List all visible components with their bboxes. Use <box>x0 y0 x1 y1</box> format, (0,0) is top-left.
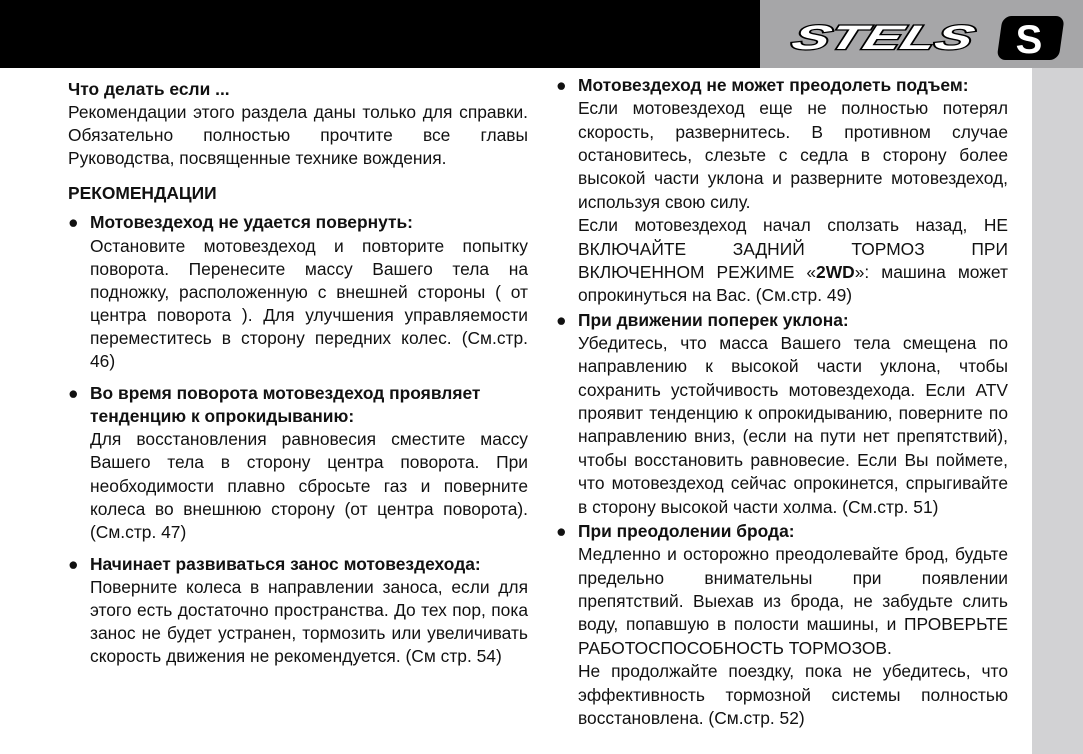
recommendation-item <box>68 553 528 668</box>
item-body: Убедитесь, что масса Вашего тела смещена по направлению к высокой части уклона, чтобы сохранить устойчивость мотовездехода. Если ATV проявит тенденцию к опрокидыванию, поверните по направлению вниз, (если на пути нет препятствий), чтобы восстановить равновесие. Если Вы поймете, что мотовездеход сейчас опрокинется, спрыгивайте в сторону высокой части холма. (См.стр. 51) <box>578 332 1008 517</box>
item-heading: При преодолении брода: <box>578 521 795 542</box>
bullet-icon: ● <box>68 383 79 404</box>
page-title: Что делать если ... <box>68 79 230 99</box>
item-body: Если мотовездеход еще не полностью потерял скорость, развернитесь. В противном случае остановитесь, слезьте с седла в сторону более высокой части уклона и разверните мотовездеход, используя свою силу. <box>578 98 1008 212</box>
item-warning: Если мотовездеход начал сползать назад, НЕ ВКЛЮЧАЙТЕ ЗАДНИЙ ТОРМОЗ ПРИ ВКЛЮЧЕННОМ РЕЖИМЕ «2WD»: машина может опрокинуться на Вас. (См.стр. 49) <box>578 215 1008 306</box>
item-body: Поверните колеса в направлении заноса, если для этого есть достаточно пространства. До тех пор, пока занос не будет устранен, тормозить или увеличивать скорость движения не рекомендуется. (См стр. 54) <box>90 576 528 667</box>
stels-logo <box>783 14 1073 62</box>
item-heading: Во время поворота мотовездеход проявляет тенденцию к опрокидыванию: <box>90 383 481 427</box>
item-body-continued: Не продолжайте поездку, пока не убедитесь, что эффективность тормозной системы полностью восстановлена. (См.стр. 52) <box>578 661 1008 729</box>
item-heading: Мотовездеход не может преодолеть подъем: <box>578 75 969 95</box>
recommendation-item <box>68 211 528 373</box>
recommendation-item <box>556 520 1008 730</box>
side-strip <box>1032 68 1083 754</box>
bullet-icon: ● <box>68 553 79 574</box>
item-heading: Мотовездеход не удается повернуть: <box>90 212 413 233</box>
item-heading: При движении поперек уклона: <box>578 309 849 330</box>
recommendation-item <box>556 74 1008 308</box>
recommendation-item <box>68 382 528 544</box>
left-column <box>68 78 528 677</box>
section-heading: РЕКОМЕНДАЦИИ <box>68 183 217 204</box>
header-bar <box>0 0 760 68</box>
mode-2wd: 2WD <box>816 261 855 282</box>
s-badge-icon <box>997 16 1065 62</box>
item-heading: Начинает развиваться занос мотовездехода: <box>90 553 481 574</box>
item-body: Остановите мотовездеход и повторите попытку поворота. Перенесите массу Вашего тела на подножку, расположенную с внешней стороны ( от центра поворота ). Для улучшения управляемости переместитесь в сторону передних колес. (См.стр. 46) <box>90 235 528 372</box>
stels-wordmark-icon <box>787 19 979 57</box>
svg-text:STELS: STELS <box>787 18 909 57</box>
recommendation-item <box>556 309 1008 519</box>
item-body: Для восстановления равновесия сместите массу Вашего тела в сторону центра поворота. При необходимости плавно сбросьте газ и поверните колеса во внешнюю сторону (от центра поворота). (См.стр. 47) <box>90 429 528 542</box>
intro-paragraph: Рекомендации этого раздела даны только для справки. Обязательно полностью прочтите все главы Руководства, посвященные технике вождения. <box>68 102 528 169</box>
svg-text:S: S <box>1015 18 1043 62</box>
bullet-icon: ● <box>556 521 567 542</box>
item-body: Медленно и осторожно преодолевайте брод, будьте предельно внимательны при появлении препятствий. Выехав из брода, не забудьте слить воду, попавшую в полости машины, и ПРОВЕРЬТЕ РАБОТОСПОСОБНОСТЬ ТОРМОЗОВ. <box>578 544 1008 658</box>
bullet-icon: ● <box>68 212 79 233</box>
bullet-icon: ● <box>556 309 567 330</box>
right-column <box>556 74 1008 731</box>
bullet-icon: ● <box>556 75 567 95</box>
